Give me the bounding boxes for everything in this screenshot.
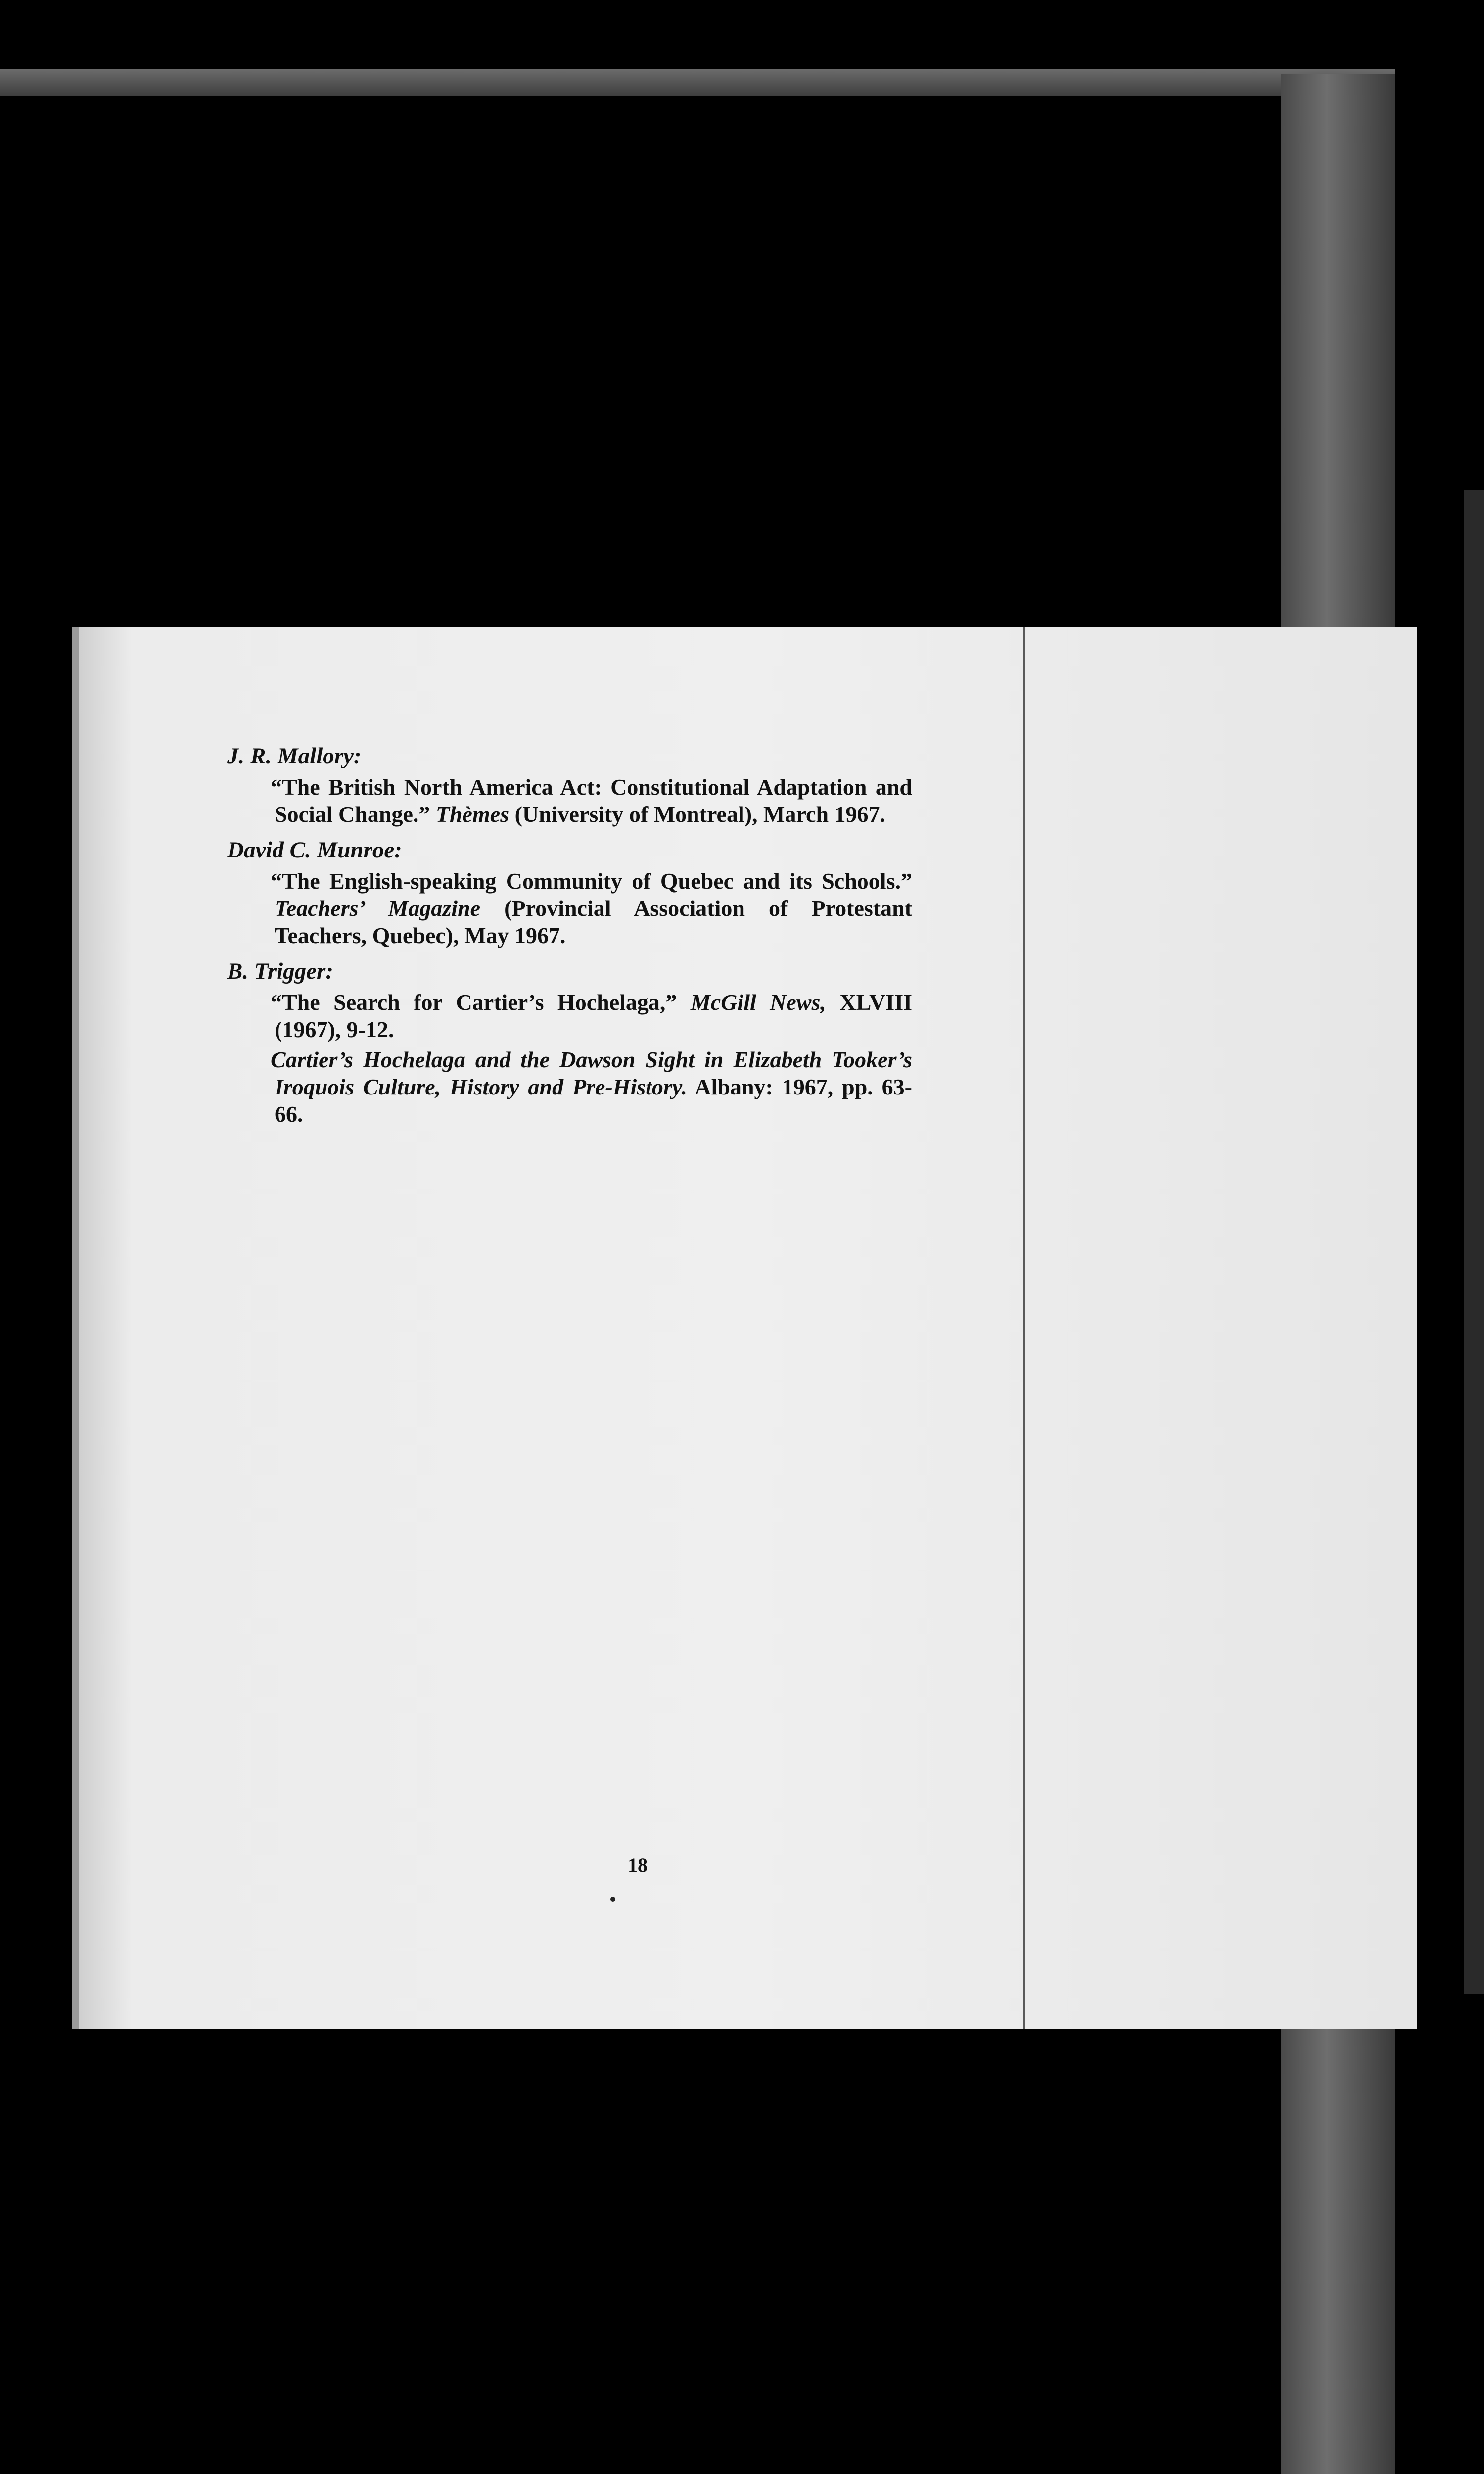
bibliography-entry bbox=[227, 867, 912, 949]
entry-text: “The British North America Act: Constitutional Adaptation and Social Change.” bbox=[271, 774, 912, 827]
entry-text: Albany: 1967, pp. 63-66. bbox=[275, 1074, 912, 1127]
bibliography-entry bbox=[227, 1046, 912, 1128]
entry-text: XLVIII (1967), 9-12. bbox=[275, 990, 912, 1042]
entry-text: (University of Montreal), March 1967. bbox=[509, 802, 886, 827]
bibliography-entry bbox=[227, 989, 912, 1043]
page-number: 18 bbox=[628, 1854, 648, 1876]
author-name: J. R. Mallory: bbox=[227, 743, 362, 769]
page-fold-line bbox=[1023, 627, 1025, 2029]
bibliography-list bbox=[227, 734, 912, 1131]
bibliography-entry bbox=[227, 773, 912, 828]
entry-italic-title: Thèmes bbox=[435, 802, 510, 827]
entry-italic-title: Cartier’s Hochelaga and the Dawson Sight in Elizabeth Tooker’s Iroquois Culture, History and Pre-History. bbox=[271, 1047, 912, 1099]
author-name: David C. Munroe: bbox=[227, 837, 402, 863]
film-edge bbox=[1464, 490, 1484, 1994]
entry-text: “The Search for Cartier’s Hochelaga,” bbox=[271, 990, 691, 1015]
speck bbox=[610, 1897, 615, 1902]
film-border-top bbox=[0, 69, 1395, 96]
document-page bbox=[72, 627, 1417, 2029]
author-name: B. Trigger: bbox=[227, 958, 333, 984]
entry-italic-title: Teachers’ Magazine bbox=[275, 896, 481, 921]
entry-text: “The English-speaking Community of Quebec and its Schools.” bbox=[271, 868, 912, 894]
entry-italic-title: McGill News, bbox=[690, 990, 826, 1015]
entry-text: (Provincial Association of Protestant Teachers, Quebec), May 1967. bbox=[275, 896, 912, 948]
